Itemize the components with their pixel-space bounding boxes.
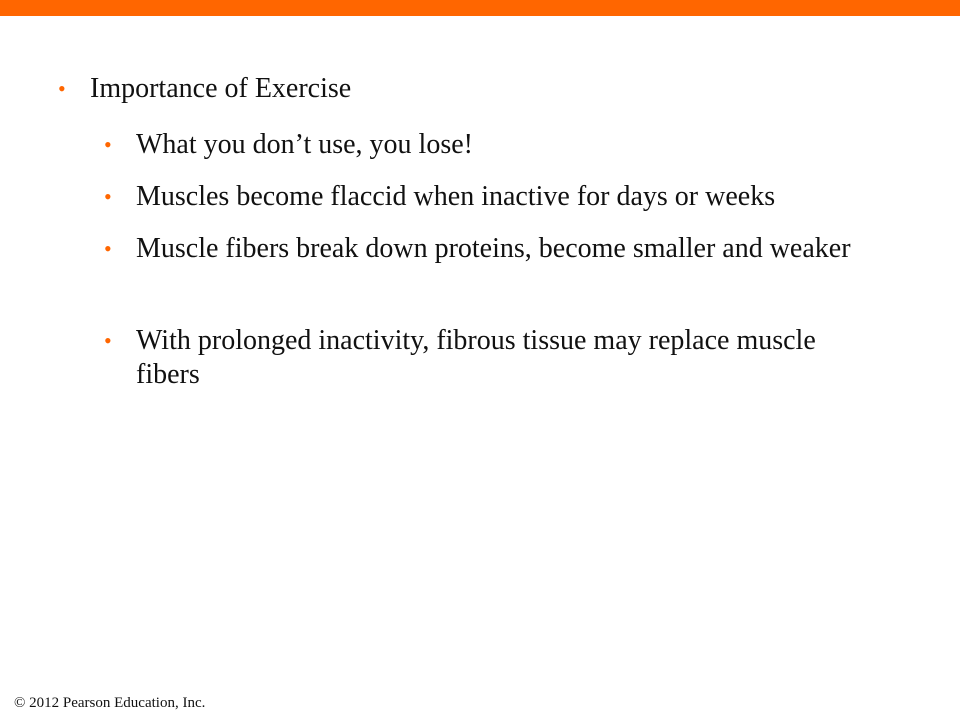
- bullet-item-text: What you don’t use, you lose!: [136, 129, 473, 160]
- bullet-heading: [58, 72, 918, 106]
- bullet-dot-icon: •: [104, 184, 112, 209]
- bullet-item-text: With prolonged inactivity, fibrous tissue may replace muscle fibers: [136, 325, 816, 390]
- top-accent-bar: [0, 0, 960, 16]
- bullet-item-text: Muscles become flaccid when inactive for days or weeks: [136, 181, 776, 212]
- bullet-item: [104, 232, 884, 266]
- bullet-dot-icon: •: [104, 132, 112, 157]
- bullet-item: [104, 180, 884, 214]
- heading-text: Importance of Exercise: [90, 73, 352, 104]
- bullet-item-text: Muscle fibers break down proteins, become smaller and weaker: [136, 233, 851, 264]
- bullet-item: [104, 128, 884, 162]
- bullet-dot-icon: •: [58, 76, 66, 101]
- bullet-item: [104, 324, 884, 392]
- copyright-footer: © 2012 Pearson Education, Inc.: [14, 695, 206, 711]
- bullet-dot-icon: •: [104, 328, 112, 353]
- bullet-dot-icon: •: [104, 236, 112, 261]
